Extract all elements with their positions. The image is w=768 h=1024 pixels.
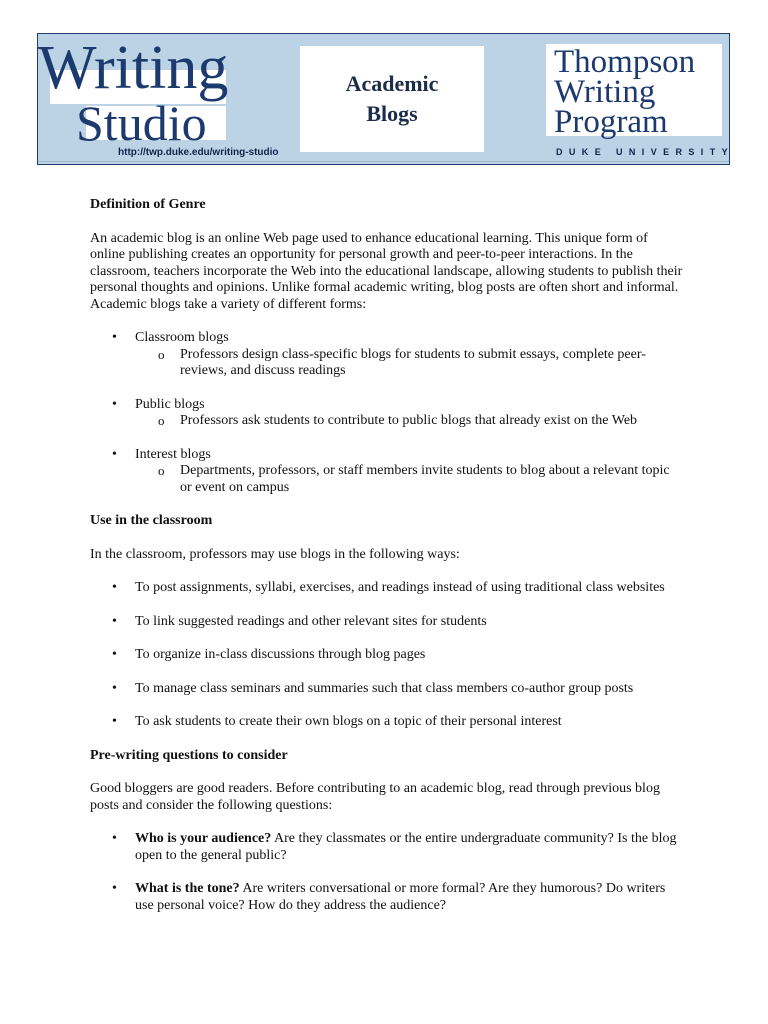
- studio-url: http://twp.duke.edu/writing-studio: [118, 147, 279, 158]
- list-item: • Public blogs: [90, 397, 690, 414]
- use-intro: In the classroom, professors may use blogs in the following ways:: [90, 546, 460, 562]
- sub-list-item: o Professors design class-specific blogs for students to submit essays, complete peer- reviews, and discuss readings: [90, 347, 690, 380]
- document-title: [300, 46, 484, 152]
- blog-forms-list: [90, 397, 690, 414]
- title-line-1: Academic: [345, 71, 439, 96]
- logo-word-studio: Studio: [76, 95, 207, 151]
- document-body: [90, 197, 690, 914]
- duke-university-label: DUKE UNIVERSITY: [556, 147, 735, 157]
- list-item: • What is the tone? Are writers conversational or more formal? Are they humorous? Do writers use personal voice? How do they address the audience?: [90, 881, 690, 914]
- list-item: • Interest blogs: [90, 447, 690, 464]
- blog-forms-list: [90, 447, 690, 464]
- sub-list: [90, 463, 690, 496]
- use-list: [90, 580, 690, 731]
- writing-studio-logo: [38, 34, 298, 164]
- sub-list-item: o Professors ask students to contribute to public blogs that already exist on the Web: [90, 413, 690, 430]
- list-item: • Who is your audience? Are they classmates or the entire undergraduate community? Is the blog open to the general public?: [90, 831, 690, 864]
- list-item: • To post assignments, syllabi, exercises, and readings instead of using traditional class websites: [90, 580, 690, 597]
- blog-forms-list: [90, 330, 690, 347]
- prewriting-intro: Good bloggers are good readers. Before contributing to an academic blog, read through previous blog posts and consider the following questions:: [90, 781, 660, 813]
- use-heading: Use in the classroom: [90, 513, 213, 528]
- title-line-2: Blogs: [366, 101, 418, 126]
- question-label: What is the tone?: [135, 881, 240, 896]
- paragraph-line: classroom, teachers incorporate the Web into the educational landscape, allowing students to publish their: [90, 263, 683, 279]
- list-item: • Classroom blogs: [90, 330, 690, 347]
- definition-paragraph: [90, 231, 690, 314]
- paragraph-line: online publishing creates an opportunity for personal growth and peer-to-peer interactions. In the: [90, 247, 633, 262]
- thompson-writing-program-logo: [546, 44, 722, 140]
- definition-heading: Definition of Genre: [90, 197, 206, 212]
- logo-word-program: Program: [554, 104, 668, 140]
- question-label: Who is your audience?: [135, 831, 272, 846]
- paragraph-line: Academic blogs take a variety of different forms:: [90, 296, 367, 312]
- paragraph-line: An academic blog is an online Web page used to enhance educational learning. This unique form of: [90, 230, 648, 246]
- sub-list: [90, 347, 690, 380]
- list-item: • To manage class seminars and summaries such that class members co-author group posts: [90, 681, 690, 698]
- logo-word-writing: Writing: [554, 74, 656, 110]
- prewriting-heading: Pre-writing questions to consider: [90, 747, 288, 763]
- list-item: • To ask students to create their own blogs on a topic of their personal interest: [90, 714, 690, 731]
- questions-list: [90, 831, 690, 914]
- logo-word-writing: Writing: [38, 34, 229, 102]
- list-item: • To link suggested readings and other relevant sites for students: [90, 614, 690, 631]
- logo-word-thompson: Thompson: [554, 44, 696, 80]
- paragraph-line: personal thoughts and opinions. Unlike formal academic writing, blog posts are often short and informal.: [90, 280, 679, 295]
- list-item: • To organize in-class discussions through blog pages: [90, 647, 690, 664]
- sub-list-item: o Departments, professors, or staff members invite students to blog about a relevant topic or event on campus: [90, 463, 690, 496]
- sub-list: [90, 413, 690, 430]
- header-banner: [37, 33, 735, 165]
